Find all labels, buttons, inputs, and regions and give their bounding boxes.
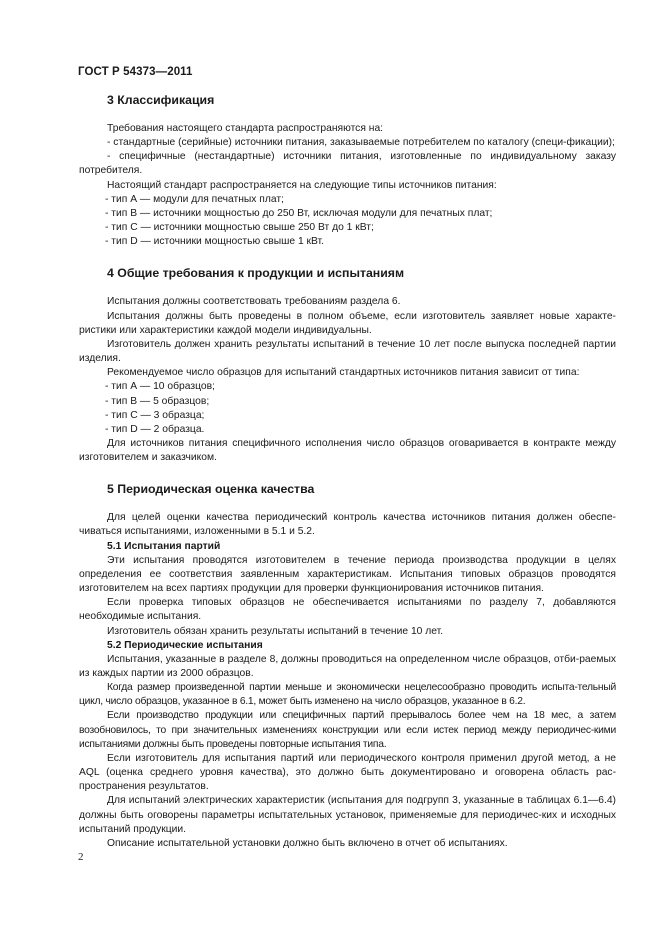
list-item: - стандартные (серийные) источники питания, заказываемые потребителем по каталогу (специ-фикации); (107, 137, 615, 149)
section-4-heading: 4 Общие требования к продукции и испытаниям (107, 266, 405, 281)
section-3 (79, 92, 616, 249)
section-3-heading: 3 Классификация (107, 93, 215, 107)
paragraph: Если проверка типовых образцов не обеспечивается испытаниями по разделу 7, добавляются необходимые испытания. (79, 597, 616, 623)
paragraph: Изготовитель обязан хранить результаты испытаний в течение 10 лет. (107, 625, 444, 637)
paragraph: Для источников питания специфичного исполнения число образцов оговаривается в контракте между изготовителем и заказчиком. (79, 437, 616, 464)
list-item: - тип С — источники мощностью свыше 250 Вт до 1 кВт; (105, 222, 374, 234)
list-item: - тип А — модули для печатных плат; (105, 193, 284, 205)
list-item: - специфичные (нестандартные) источники питания, изготовленные по индивидуальному заказу потребителя. (79, 151, 616, 177)
paragraph: Рекомендуемое число образцов для испытаний стандартных источников питания зависит от типа: (107, 367, 580, 379)
document-body (79, 92, 616, 851)
subsection-5-2-heading: 5.2 Периодические испытания (107, 639, 263, 651)
paragraph: Для целей оценки качества периодический контроль качества источников питания должен обеспе-чиваться испытаниями, изложенными в 5.1 и 5.2. (79, 512, 616, 538)
paragraph: Испытания должны соответствовать требованиям раздела 6. (107, 296, 401, 308)
paragraph: Если изготовитель для испытания партий или периодического контроля применил другой метод, а не AQL (оценка среднего уровня качества), это должно быть документировано и оговорена область рас-пространения результатов. (79, 752, 616, 793)
section-4 (79, 265, 616, 465)
list-item: - тип А — 10 образцов; (105, 381, 215, 393)
paragraph: Изготовитель должен хранить результаты испытаний в течение 10 лет после выпуска последней партии изделия. (79, 338, 616, 365)
list-item: - тип В — источники мощностью до 250 Вт, исключая модули для печатных плат; (105, 207, 493, 219)
list-item: - тип D — 2 образца. (105, 423, 205, 435)
section-5 (79, 481, 616, 851)
subsection-5-1-heading: 5.1 Испытания партий (107, 540, 221, 552)
paragraph: Эти испытания проводятся изготовителем в течение периода производства продукции в целях определения ее соответствия заявленным характеристикам. Испытания типовых образцов проводятся изготовителем на всех партиях продукции для проверки функционирования источников питания. (79, 554, 616, 595)
paragraph: Для испытаний электрических характеристик (испытания для подгрупп 3, указанные в таблицах 6.1—6.4) должны быть оговорены параметры испытательных установок, применяемые для периодичес-ких и исходных испытаний продукции. (79, 795, 616, 835)
document-code-header: ГОСТ Р 54373—2011 (78, 66, 193, 78)
page-number: 2 (78, 851, 84, 863)
paragraph: Испытания должны быть проведены в полном объеме, если изготовитель заявляет новые характе-ристики или характеристики каждой модели индивидуальны. (79, 310, 616, 336)
paragraph: Описание испытательной установки должно быть включено в отчет об испытаниях. (107, 837, 508, 849)
list-item: - тип В — 5 образцов; (105, 395, 210, 407)
section-5-heading: 5 Периодическая оценка качества (107, 482, 315, 497)
paragraph: Когда размер произведенной партии меньше и экономически нецелесообразно проводить испыта-тельный цикл, число образцов, указанное в 6.1, может быть изменено на число образцов, указанное в 6.2. (79, 682, 616, 708)
list-item: - тип С — 3 образца; (105, 409, 205, 421)
paragraph: Настоящий стандарт распространяется на следующие типы источников питания: (107, 179, 497, 191)
list-item: - тип D — источники мощностью свыше 1 кВт. (105, 236, 324, 248)
paragraph: Испытания, указанные в разделе 8, должны проводиться на определенном числе образцов, отби-раемых из каждых партии из 2000 образцов. (79, 653, 616, 679)
paragraph: Требования настоящего стандарта распространяются на: (107, 123, 384, 134)
paragraph: Если производство продукции или специфичных партий прерывалось более чем на 18 мес, а затем возобновилось, то при значительных изменениях конструкции или если истек период между периодичес-кими испытаниями должны быть проведены повторные испытания типа. (79, 710, 616, 750)
